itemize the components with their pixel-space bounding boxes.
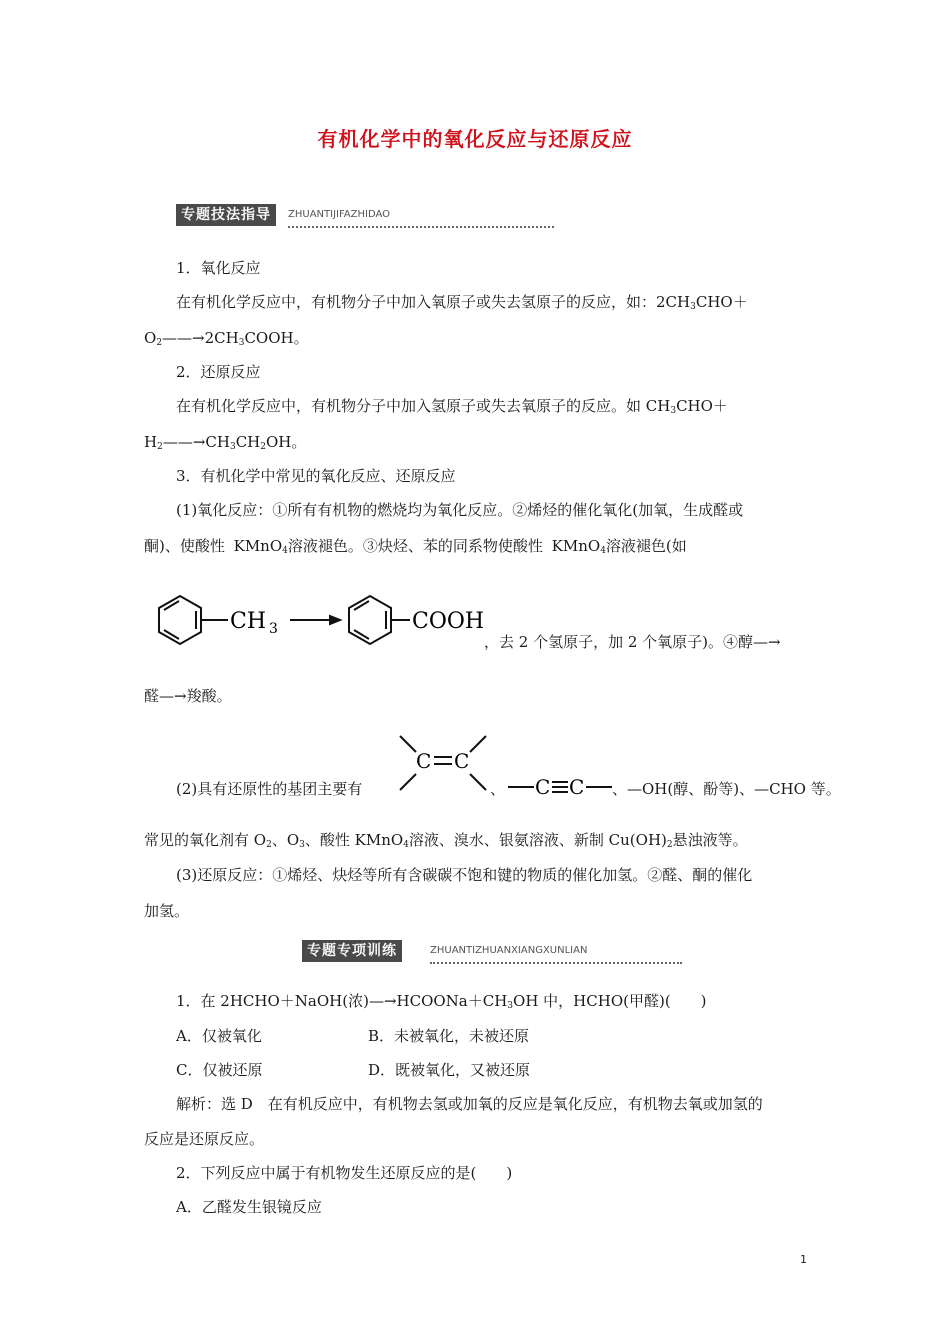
arrow-icon [290, 616, 340, 624]
page-number: 1 [800, 1253, 807, 1266]
heading-common-reactions: 3．有机化学中常见的氧化反应、还原反应 [176, 467, 456, 485]
heading-reduction: 2．还原反应 [176, 363, 261, 381]
oxidation-body: 在有机化学反应中，有机物分子中加入氧原子或失去氢原子的反应，如：$2CH_3CHO+$ [176, 293, 748, 312]
svg-text:C: C [535, 775, 551, 799]
question-1-stem: 1．在 2HCHO＋NaOH(浓)$—\to HCOONa+CH_3OH$ 中，HCHO(甲醛)( ) [176, 992, 707, 1011]
oxidation-equation: $O_2——\to 2CH_3COOH$。 [144, 329, 309, 348]
toluene-oxidation-scheme [150, 590, 490, 656]
banner-dotted-rule [288, 226, 554, 228]
banner-label: 专题专项训练 [302, 940, 402, 962]
banner-label: 专题技法指导 [176, 204, 276, 226]
alkyne-group-icon [506, 774, 616, 802]
banner-pinyin: ZHUANTIJIFAZHIDAO [288, 209, 391, 220]
oxidation-types-line1: (1)氧化反应：①所有有机物的燃烧均为氧化反应。②烯烃的催化氧化(加氧，生成醛或 [176, 501, 744, 519]
question-1-option-a: A．仅被氧化 [176, 1027, 262, 1045]
question-1-analysis-cont: 反应是还原反应。 [144, 1130, 265, 1148]
reduction-types-line1: (3)还原反应：①烯烃、炔烃等所有含碳碳不饱和键的物质的催化加氢。②醛、酮的催化 [176, 866, 753, 884]
svg-text:C: C [454, 749, 470, 773]
benzene-ring-icon [159, 596, 228, 644]
banner-dotted-rule [430, 962, 682, 964]
svg-text:C: C [416, 749, 432, 773]
reducing-groups-intro: (2)具有还原性的基团主要有 [176, 780, 363, 798]
oxidants-line: 常见的氧化剂有 $O_2$、$O_3$、酸性 KMnO$_4$溶液、溴水、银氨溶液、新制 $Cu(OH)_2$悬浊液等。 [144, 831, 748, 850]
question-1-option-d: D．既被氧化，又被还原 [368, 1061, 531, 1079]
question-1-option-c: C．仅被还原 [176, 1061, 263, 1079]
reducing-groups-rest: 、—OH(醇、酚等)、—CHO 等。 [612, 780, 841, 798]
banner-pinyin: ZHUANTIZHUANXIANGXUNLIAN [430, 945, 588, 956]
page-title: 有机化学中的氧化反应与还原反应 [317, 127, 633, 151]
question-1-option-b: B．未被氧化，未被还原 [368, 1027, 530, 1045]
svg-text:C: C [569, 775, 585, 799]
benzene-ring-icon [349, 596, 410, 644]
oxidation-types-line2: 酮)、使酸性 KMnO$_4$溶液褪色。③炔烃、苯的同系物使酸性 KMnO$_4$溶液褪色(如 [144, 537, 687, 556]
reduction-equation: $H_2——\to CH_3CH_2OH$。 [144, 433, 307, 452]
alkene-group-icon [396, 730, 492, 798]
section-banner-training [302, 940, 682, 962]
methyl-subscript: 3 [269, 621, 278, 637]
question-2-stem: 2．下列反应中属于有机物发生还原反应的是( ) [176, 1164, 513, 1182]
question-1-analysis: 解析：选 D 在有机反应中，有机物去氢或加氧的反应是氧化反应，有机物去氧或加氢的 [176, 1095, 763, 1113]
oxidation-types-line3: ，去 2 个氢原子，加 2 个氧原子)。④醇—→ [484, 633, 781, 651]
oxidation-types-line4: 醛—→羧酸。 [144, 687, 232, 705]
carboxyl-label: COOH [412, 609, 485, 634]
heading-oxidation: 1．氧化反应 [176, 259, 261, 277]
section-banner-technique [176, 204, 554, 226]
methyl-label: CH [230, 609, 267, 634]
separator: 、 [490, 780, 506, 798]
reduction-types-line2: 加氢。 [144, 902, 190, 920]
reduction-body: 在有机化学反应中，有机物分子中加入氢原子或失去氧原子的反应。如 $CH_3CHO+$ [176, 397, 728, 416]
question-2-option-a: A．乙醛发生银镜反应 [176, 1198, 322, 1216]
